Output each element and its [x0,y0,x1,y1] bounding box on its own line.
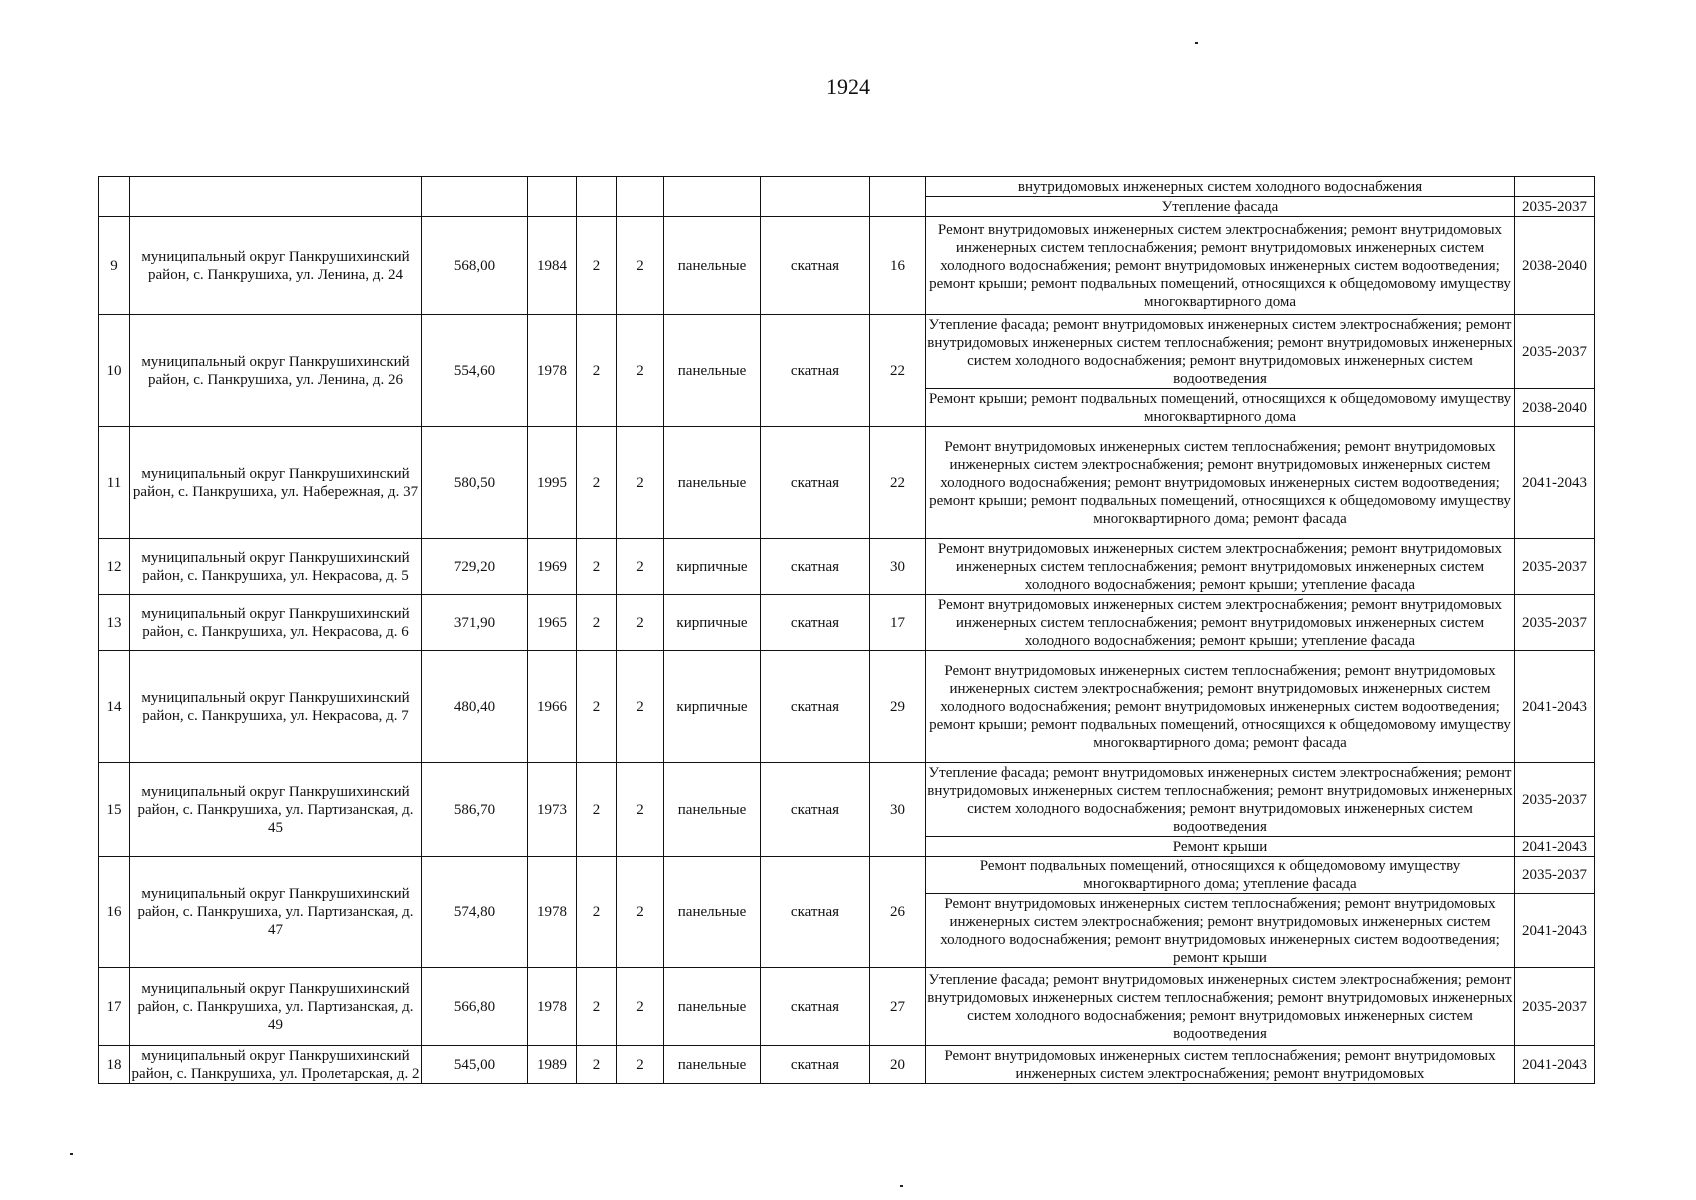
table-row [99,217,1595,315]
cell-residents: 30 [870,539,926,595]
cell-roof: скатная [761,217,870,315]
cell-period: 2041-2043 [1515,894,1595,968]
cell-entrances [617,177,664,217]
cell-walls [664,177,761,217]
cell-roof: скатная [761,595,870,651]
cell-entrances: 2 [617,217,664,315]
cell-works: Утепление фасада; ремонт внутридомовых инженерных систем электроснабжения; ремонт внутридомовых инженерных систем теплоснабжения; ремонт внутридомовых инженерных систем холодного водоснабжения; ремонт внутридомовых инженерных систем водоотведения [927,316,1513,387]
cell-area: 729,20 [422,539,528,595]
cell-works: Ремонт крыши; ремонт подвальных помещений, относящихся к общедомовому имуществу многоквартирного дома [926,389,1515,427]
cell-area: 545,00 [422,1046,528,1084]
cell-period: 2035-2037 [1515,763,1595,837]
cell-period: 2041-2043 [1515,837,1595,857]
cell-year [528,177,577,217]
cell-address: муниципальный округ Панкрушихинский район, с. Панкрушиха, ул. Партизанская, д. 45 [130,763,422,857]
cell-area: 554,60 [422,315,528,427]
cell-no: 14 [99,651,130,763]
cell-works: Ремонт внутридомовых инженерных систем теплоснабжения; ремонт внутридомовых инженерных систем электроснабжения; ремонт внутридомовых [926,1046,1515,1084]
cell-floors: 2 [577,857,617,968]
cell-period: 2035-2037 [1515,315,1595,389]
cell-no: 17 [99,968,130,1046]
cell-no: 15 [99,763,130,857]
cell-year: 1965 [528,595,577,651]
table-body [99,177,1595,1084]
cell-works: Ремонт внутридомовых инженерных систем теплоснабжения; ремонт внутридомовых инженерных систем электроснабжения; ремонт внутридомовых инженерных систем холодного водоснабжения; ремонт внутридомовых инженерных систем водоотведения; ремонт крыши [926,894,1515,968]
cell-no: 13 [99,595,130,651]
cell-residents: 22 [870,315,926,427]
scan-speck [1195,42,1198,44]
cell-address: муниципальный округ Панкрушихинский район, с. Панкрушиха, ул. Партизанская, д. 47 [130,857,422,968]
cell-floors: 2 [577,315,617,427]
cell-no: 16 [99,857,130,968]
cell-walls: панельные [664,315,761,427]
cell-year: 1984 [528,217,577,315]
page-number: 1924 [826,74,870,99]
cell-residents: 16 [870,217,926,315]
table-row [99,651,1595,763]
cell-works: Ремонт внутридомовых инженерных систем электроснабжения; ремонт внутридомовых инженерных систем теплоснабжения; ремонт внутридомовых инженерных систем холодного водоснабжения; ремонт внутридомовых инженерных систем водоотведения; ремонт крыши; ремонт подвальных помещений, относящихся к общедомовому имуществу многоквартирного дома [926,217,1515,315]
cell-address: муниципальный округ Панкрушихинский район, с. Панкрушиха, ул. Партизанская, д. 49 [130,968,422,1046]
cell-entrances: 2 [617,857,664,968]
cell-entrances: 2 [617,651,664,763]
cell-walls: панельные [664,857,761,968]
cell-period: 2038-2040 [1515,217,1595,315]
cell-period [1515,177,1595,197]
cell-walls: кирпичные [664,539,761,595]
cell-residents [870,177,926,217]
table-row [99,595,1595,651]
cell-period: 2035-2037 [1515,968,1595,1046]
cell-works: Ремонт внутридомовых инженерных систем теплоснабжения; ремонт внутридомовых инженерных систем электроснабжения; ремонт внутридомовых инженерных систем холодного водоснабжения; ремонт внутридомовых инженерных систем водоотведения; ремонт крыши; ремонт подвальных помещений, относящихся к общедомовому имуществу многоквартирного дома; ремонт фасада [926,651,1515,763]
cell-residents: 27 [870,968,926,1046]
cell-works: Утепление фасада; ремонт внутридомовых инженерных систем электроснабжения; ремонт внутридомовых инженерных систем теплоснабжения; ремонт внутридомовых инженерных систем холодного водоснабжения; ремонт внутридомовых инженерных систем водоотведения [926,968,1515,1046]
cell-no: 9 [99,217,130,315]
cell-year: 1995 [528,427,577,539]
cell-area: 580,50 [422,427,528,539]
cell-year: 1978 [528,857,577,968]
cell-works: Утепление фасада [926,197,1515,217]
cell-period: 2035-2037 [1515,595,1595,651]
cell-works: Ремонт внутридомовых инженерных систем теплоснабжения; ремонт внутридомовых инженерных систем электроснабжения; ремонт внутридомовых инженерных систем холодного водоснабжения; ремонт внутридомовых инженерных систем водоотведения; ремонт крыши; ремонт подвальных помещений, относящихся к общедомовому имуществу многоквартирного дома; ремонт фасада [926,427,1515,539]
cell-address: муниципальный округ Панкрушихинский район, с. Панкрушиха, ул. Некрасова, д. 7 [130,651,422,763]
cell-floors [577,177,617,217]
cell-walls: панельные [664,427,761,539]
cell-residents: 22 [870,427,926,539]
cell-entrances: 2 [617,427,664,539]
cell-area: 371,90 [422,595,528,651]
cell-no: 18 [99,1046,130,1084]
cell-entrances: 2 [617,763,664,857]
cell-floors: 2 [577,595,617,651]
table-row [99,177,1595,197]
cell-year: 1973 [528,763,577,857]
cell-roof: скатная [761,315,870,427]
cell-floors: 2 [577,539,617,595]
cell-walls: панельные [664,763,761,857]
cell-area: 566,80 [422,968,528,1046]
table-row [99,427,1595,539]
cell-address: муниципальный округ Панкрушихинский район, с. Панкрушиха, ул. Ленина, д. 26 [130,315,422,427]
cell-roof [761,177,870,217]
cell-year: 1966 [528,651,577,763]
cell-floors: 2 [577,968,617,1046]
cell-address: муниципальный округ Панкрушихинский район, с. Панкрушиха, ул. Пролетарская, д. 2 [130,1046,422,1084]
cell-floors: 2 [577,1046,617,1084]
cell-area: 574,80 [422,857,528,968]
cell-residents: 29 [870,651,926,763]
cell-address: муниципальный округ Панкрушихинский район, с. Панкрушиха, ул. Набережная, д. 37 [130,427,422,539]
cell-residents: 17 [870,595,926,651]
cell-period: 2041-2043 [1515,651,1595,763]
cell-walls: панельные [664,217,761,315]
cell-floors: 2 [577,217,617,315]
cell-area: 480,40 [422,651,528,763]
cell-address: муниципальный округ Панкрушихинский район, с. Панкрушиха, ул. Некрасова, д. 5 [130,539,422,595]
cell-area [422,177,528,217]
cell-residents: 30 [870,763,926,857]
table-row [99,1046,1595,1084]
cell-entrances: 2 [617,315,664,427]
cell-period: 2035-2037 [1515,197,1595,217]
cell-walls: панельные [664,968,761,1046]
cell-year: 1969 [528,539,577,595]
cell-year: 1978 [528,315,577,427]
cell-works: Ремонт внутридомовых инженерных систем электроснабжения; ремонт внутридомовых инженерных систем теплоснабжения; ремонт внутридомовых инженерных систем холодного водоснабжения; ремонт крыши; утепление фасада [926,595,1515,651]
cell-floors: 2 [577,427,617,539]
cell-floors: 2 [577,651,617,763]
cell-year: 1978 [528,968,577,1046]
cell-walls: кирпичные [664,595,761,651]
table-row [99,315,1595,389]
cell-no [99,177,130,217]
cell-area: 568,00 [422,217,528,315]
cell-address: муниципальный округ Панкрушихинский район, с. Панкрушиха, ул. Некрасова, д. 6 [130,595,422,651]
cell-roof: скатная [761,539,870,595]
cell-period: 2041-2043 [1515,427,1595,539]
cell-roof: скатная [761,427,870,539]
cell-area: 586,70 [422,763,528,857]
cell-period: 2035-2037 [1515,539,1595,595]
cell-address: муниципальный округ Панкрушихинский район, с. Панкрушиха, ул. Ленина, д. 24 [130,217,422,315]
cell-works: Ремонт крыши [926,837,1515,857]
repair-schedule-table [98,176,1595,1084]
cell-works: Утепление фасада; ремонт внутридомовых инженерных систем электроснабжения; ремонт внутридомовых инженерных систем теплоснабжения; ремонт внутридомовых инженерных систем холодного водоснабжения; ремонт внутридомовых инженерных систем водоотведения [927,764,1513,835]
cell-address [130,177,422,217]
cell-period: 2038-2040 [1515,389,1595,427]
cell-roof: скатная [761,1046,870,1084]
cell-residents: 26 [870,857,926,968]
cell-residents: 20 [870,1046,926,1084]
cell-no: 10 [99,315,130,427]
table-row [99,857,1595,894]
cell-no: 11 [99,427,130,539]
cell-roof: скатная [761,763,870,857]
cell-works: Ремонт подвальных помещений, относящихся к общедомовому имуществу многоквартирного дома; утепление фасада [926,857,1515,894]
scan-speck [70,1153,73,1155]
cell-works: Ремонт внутридомовых инженерных систем электроснабжения; ремонт внутридомовых инженерных систем теплоснабжения; ремонт внутридомовых инженерных систем холодного водоснабжения; ремонт крыши; утепление фасада [926,539,1515,595]
cell-floors: 2 [577,763,617,857]
cell-period: 2035-2037 [1515,857,1595,894]
table-row [99,968,1595,1046]
cell-works: внутридомовых инженерных систем холодного водоснабжения [926,177,1515,197]
cell-year: 1989 [528,1046,577,1084]
cell-no: 12 [99,539,130,595]
cell-walls: панельные [664,1046,761,1084]
scan-speck [900,1185,903,1187]
cell-entrances: 2 [617,968,664,1046]
cell-entrances: 2 [617,539,664,595]
cell-entrances: 2 [617,1046,664,1084]
cell-period: 2041-2043 [1515,1046,1595,1084]
table-row [99,763,1595,837]
table-row [99,539,1595,595]
cell-entrances: 2 [617,595,664,651]
cell-roof: скатная [761,651,870,763]
cell-walls: кирпичные [664,651,761,763]
cell-roof: скатная [761,857,870,968]
cell-roof: скатная [761,968,870,1046]
